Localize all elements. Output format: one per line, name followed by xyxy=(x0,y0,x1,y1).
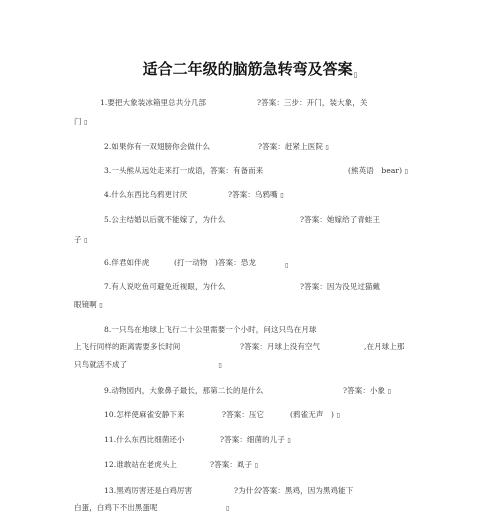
answer-8: ?答案：月球上没有空气 xyxy=(240,342,321,351)
answer-13: ?答案：黑鸡，因为黑鸡能下 xyxy=(258,486,354,495)
answer-10-extra: (鸦雀无声 ) ▯ xyxy=(290,410,340,419)
question-8: 8.一只鸟在地球上飞行二十公里需要一个小时，问这只鸟在月球 xyxy=(104,325,317,334)
question-9: 9.动物园内，大象鼻子最长，那第二长的是什么 xyxy=(104,386,264,395)
answer-5: ?答案：她嫁给了青蛙王 xyxy=(300,215,381,224)
paragraph-mark-6: ▯ xyxy=(285,262,289,269)
question-6: 6.伴君如伴虎 xyxy=(104,258,150,267)
question-10: 10.怎样使麻雀安静下来 xyxy=(104,410,185,419)
answer-11: ?答案：细菌的儿子 ▯ xyxy=(220,435,291,444)
question-2: 2.如果你有一双翅膀你会做什么 xyxy=(104,142,211,151)
answer-4: ?答案：乌鸦嘴 ▯ xyxy=(228,190,284,199)
answer-13-continued: 白蛋，白鸡下不出黑蛋呢 ▯ xyxy=(74,503,230,512)
answer-6: (打一动物 )答案：恐龙 xyxy=(174,258,257,267)
answer-8-part2: ,在月球上那 xyxy=(364,342,405,351)
answer-8-continued: 只鸟就活不成了 ▯ xyxy=(74,360,222,369)
answer-7-continued: 眼镜啊 ▯ xyxy=(74,300,103,309)
answer-7: ?答案：因为没见过猫戴 xyxy=(300,282,381,291)
answer-5-continued: 子 ▯ xyxy=(74,235,88,244)
question-13: 13.黑鸡厉害还是白鸡厉害 xyxy=(104,486,193,495)
answer-1: ?答案：三步：开门，装大象，关 xyxy=(257,98,368,107)
question-12: 12.谁敢站在老虎头上 xyxy=(104,460,178,469)
page-title xyxy=(0,58,500,79)
question-5: 5.公主结婚以后就不能嫁了，为什么 xyxy=(104,215,226,224)
paragraph-mark: ▯ xyxy=(353,71,358,79)
title-text: 适合二年级的脑筋急转弯及答案 xyxy=(142,60,353,78)
answer-1-continued: 门 ▯ xyxy=(74,117,88,126)
answer-10: ?答案：压它 xyxy=(222,410,265,419)
question-7: 7.有人说吃鱼可避免近视眼，为什么 xyxy=(104,282,226,291)
answer-12: ?答案：虱子 ▯ xyxy=(210,460,259,469)
answer-3-extra: (熊英语 bear) ▯ xyxy=(348,166,409,175)
answer-9: ?答案：小象 ▯ xyxy=(343,386,392,395)
question-1: 1.要把大象装冰箱里总共分几部 xyxy=(100,98,207,107)
answer-2: ?答案：赶紧上医院 ▯ xyxy=(258,142,329,151)
question-8-continued: 上飞行同样的距离需要多长时间 xyxy=(74,342,181,351)
question-3: 3.一头熊从远处走来打一成语，答案：有备而来 xyxy=(104,166,264,175)
question-11: 11.什么东西比细菌还小 xyxy=(104,435,185,444)
answer-13-prompt: ?为什么 xyxy=(234,486,261,495)
question-4: 4.什么东西比乌鸦更讨厌 xyxy=(104,190,188,199)
